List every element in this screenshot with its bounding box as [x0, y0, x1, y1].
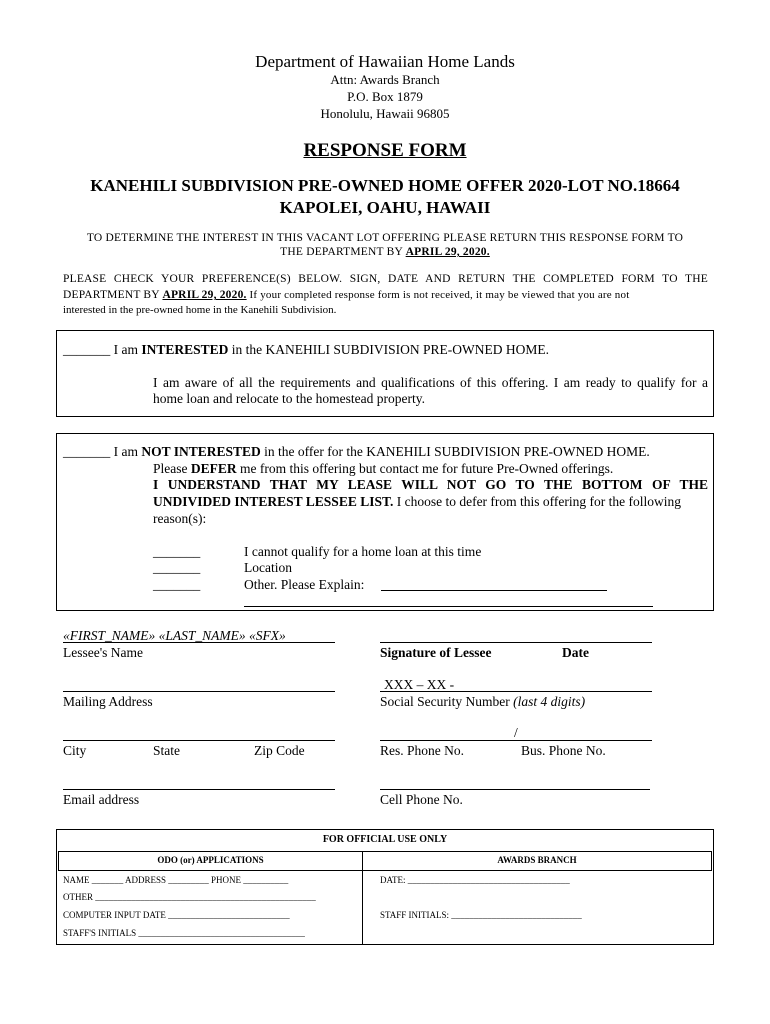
zip-label: Zip Code [254, 743, 305, 758]
lessee-name-merge-field: «FIRST_NAME» «LAST_NAME» «SFX» [63, 628, 286, 643]
phone-separator: / [514, 725, 518, 740]
not-interested-line-2: Please DEFER me from this offering but contact me for future Pre-Owned offerings. [153, 461, 614, 476]
date-label: Date [562, 645, 589, 660]
city-line: Honolulu, Hawaii 96805 [320, 106, 450, 121]
explain-field-line-2[interactable] [244, 606, 653, 607]
lessee-name-line[interactable] [63, 642, 335, 643]
reason-blank-3[interactable]: _______ [153, 577, 201, 592]
reason-blank-2[interactable]: _______ [153, 560, 201, 575]
cell-phone-line[interactable] [380, 789, 650, 790]
city-label: City [63, 743, 87, 758]
email-label: Email address [63, 792, 140, 807]
form-title: RESPONSE FORM [303, 140, 467, 161]
not-interested-line-5: reason(s): [153, 511, 207, 526]
ssn-label: Social Security Number (last 4 digits) [380, 694, 586, 709]
official-date-row: DATE: ____________________________________ [380, 875, 570, 885]
phone-line[interactable] [380, 740, 652, 741]
instructions-deadline: APRIL 29, 2020. [162, 289, 247, 301]
defer-keyword: DEFER [190, 461, 237, 476]
not-interested-option[interactable]: _______ I am NOT INTERESTED in the offer for the KANEHILI SUBDIVISION PRE-OWNED HOME. [63, 444, 650, 459]
ssn-value: XXX – XX - [384, 677, 455, 692]
reason-text-3: Other. Please Explain: [244, 577, 365, 592]
official-computer-row: COMPUTER INPUT DATE ___________________________ [63, 910, 290, 920]
intro-line-1: TO DETERMINE THE INTEREST IN THIS VACANT LOT OFFERING PLEASE RETURN THIS RESPONSE FORM TO [86, 232, 684, 244]
awards-header: AWARDS BRANCH [497, 855, 577, 865]
interested-desc-1: I am aware of all the requirements and qualifications of this offering. I am ready to qualify for a [153, 375, 708, 390]
po-box: P.O. Box 1879 [347, 89, 423, 104]
interested-checkbox-blank[interactable]: _______ [63, 342, 111, 357]
mailing-address-line[interactable] [63, 691, 335, 692]
email-line[interactable] [63, 789, 335, 790]
not-interested-line-4: UNDIVIDED INTEREST LESSEE LIST. I choose to defer from this offering for the following [153, 494, 682, 509]
official-other-row: OTHER _________________________________________________ [63, 892, 316, 902]
instructions-line-1: PLEASE CHECK YOUR PREFERENCE(S) BELOW. SIGN, DATE AND RETURN THE COMPLETED FORM TO THE [63, 273, 708, 285]
intro-line-2: THE DEPARTMENT BY APRIL 29, 2020. [280, 246, 490, 258]
explain-field-line-1[interactable] [381, 590, 607, 591]
instructions-line-2: DEPARTMENT BY APRIL 29, 2020. If your completed response form is not received, it may be viewed that you are not [63, 289, 630, 301]
state-label: State [153, 743, 180, 758]
interested-option[interactable]: _______ I am INTERESTED in the KANEHILI SUBDIVISION PRE-OWNED HOME. [63, 342, 550, 357]
official-staff-initials-row: STAFF INITIALS: _____________________________ [380, 910, 582, 920]
signature-line[interactable] [380, 642, 652, 643]
res-phone-label: Res. Phone No. [380, 743, 464, 758]
cell-phone-label: Cell Phone No. [380, 792, 463, 807]
interested-keyword: INTERESTED [141, 342, 229, 357]
reason-text-1: I cannot qualify for a home loan at this time [244, 544, 482, 559]
instructions-line-3: interested in the pre-owned home in the Kanehili Subdivision. [63, 304, 337, 316]
not-interested-keyword: NOT INTERESTED [141, 444, 261, 459]
reason-blank-1[interactable]: _______ [153, 544, 201, 559]
department-name: Department of Hawaiian Home Lands [255, 52, 515, 71]
lessee-name-label: Lessee's Name [63, 645, 144, 660]
reason-text-2: Location [244, 560, 292, 575]
bus-phone-label: Bus. Phone No. [521, 743, 606, 758]
official-name-row: NAME _______ ADDRESS _________ PHONE __________ [63, 875, 289, 885]
attn-line: Attn: Awards Branch [330, 72, 440, 87]
ssn-line[interactable] [380, 691, 652, 692]
city-state-zip-line[interactable] [63, 740, 335, 741]
interested-desc-2: home loan and relocate to the homestead property. [153, 391, 426, 406]
official-divider [362, 870, 363, 945]
offer-title: KANEHILI SUBDIVISION PRE-OWNED HOME OFFER 2020-LOT NO.18664 [90, 176, 680, 195]
intro-deadline: APRIL 29, 2020. [405, 246, 490, 258]
official-use-title: FOR OFFICIAL USE ONLY [322, 834, 448, 845]
signature-label: Signature of Lessee [380, 645, 492, 660]
mailing-address-label: Mailing Address [63, 694, 153, 709]
odo-header: ODO (or) APPLICATIONS [157, 855, 264, 865]
not-interested-checkbox-blank[interactable]: _______ [63, 444, 111, 459]
not-interested-line-3: I UNDERSTAND THAT MY LEASE WILL NOT GO TO THE BOTTOM OF THE [153, 477, 708, 492]
official-staff-row: STAFF'S INITIALS _____________________________________ [63, 928, 305, 938]
location-title: KAPOLEI, OAHU, HAWAII [279, 198, 491, 217]
